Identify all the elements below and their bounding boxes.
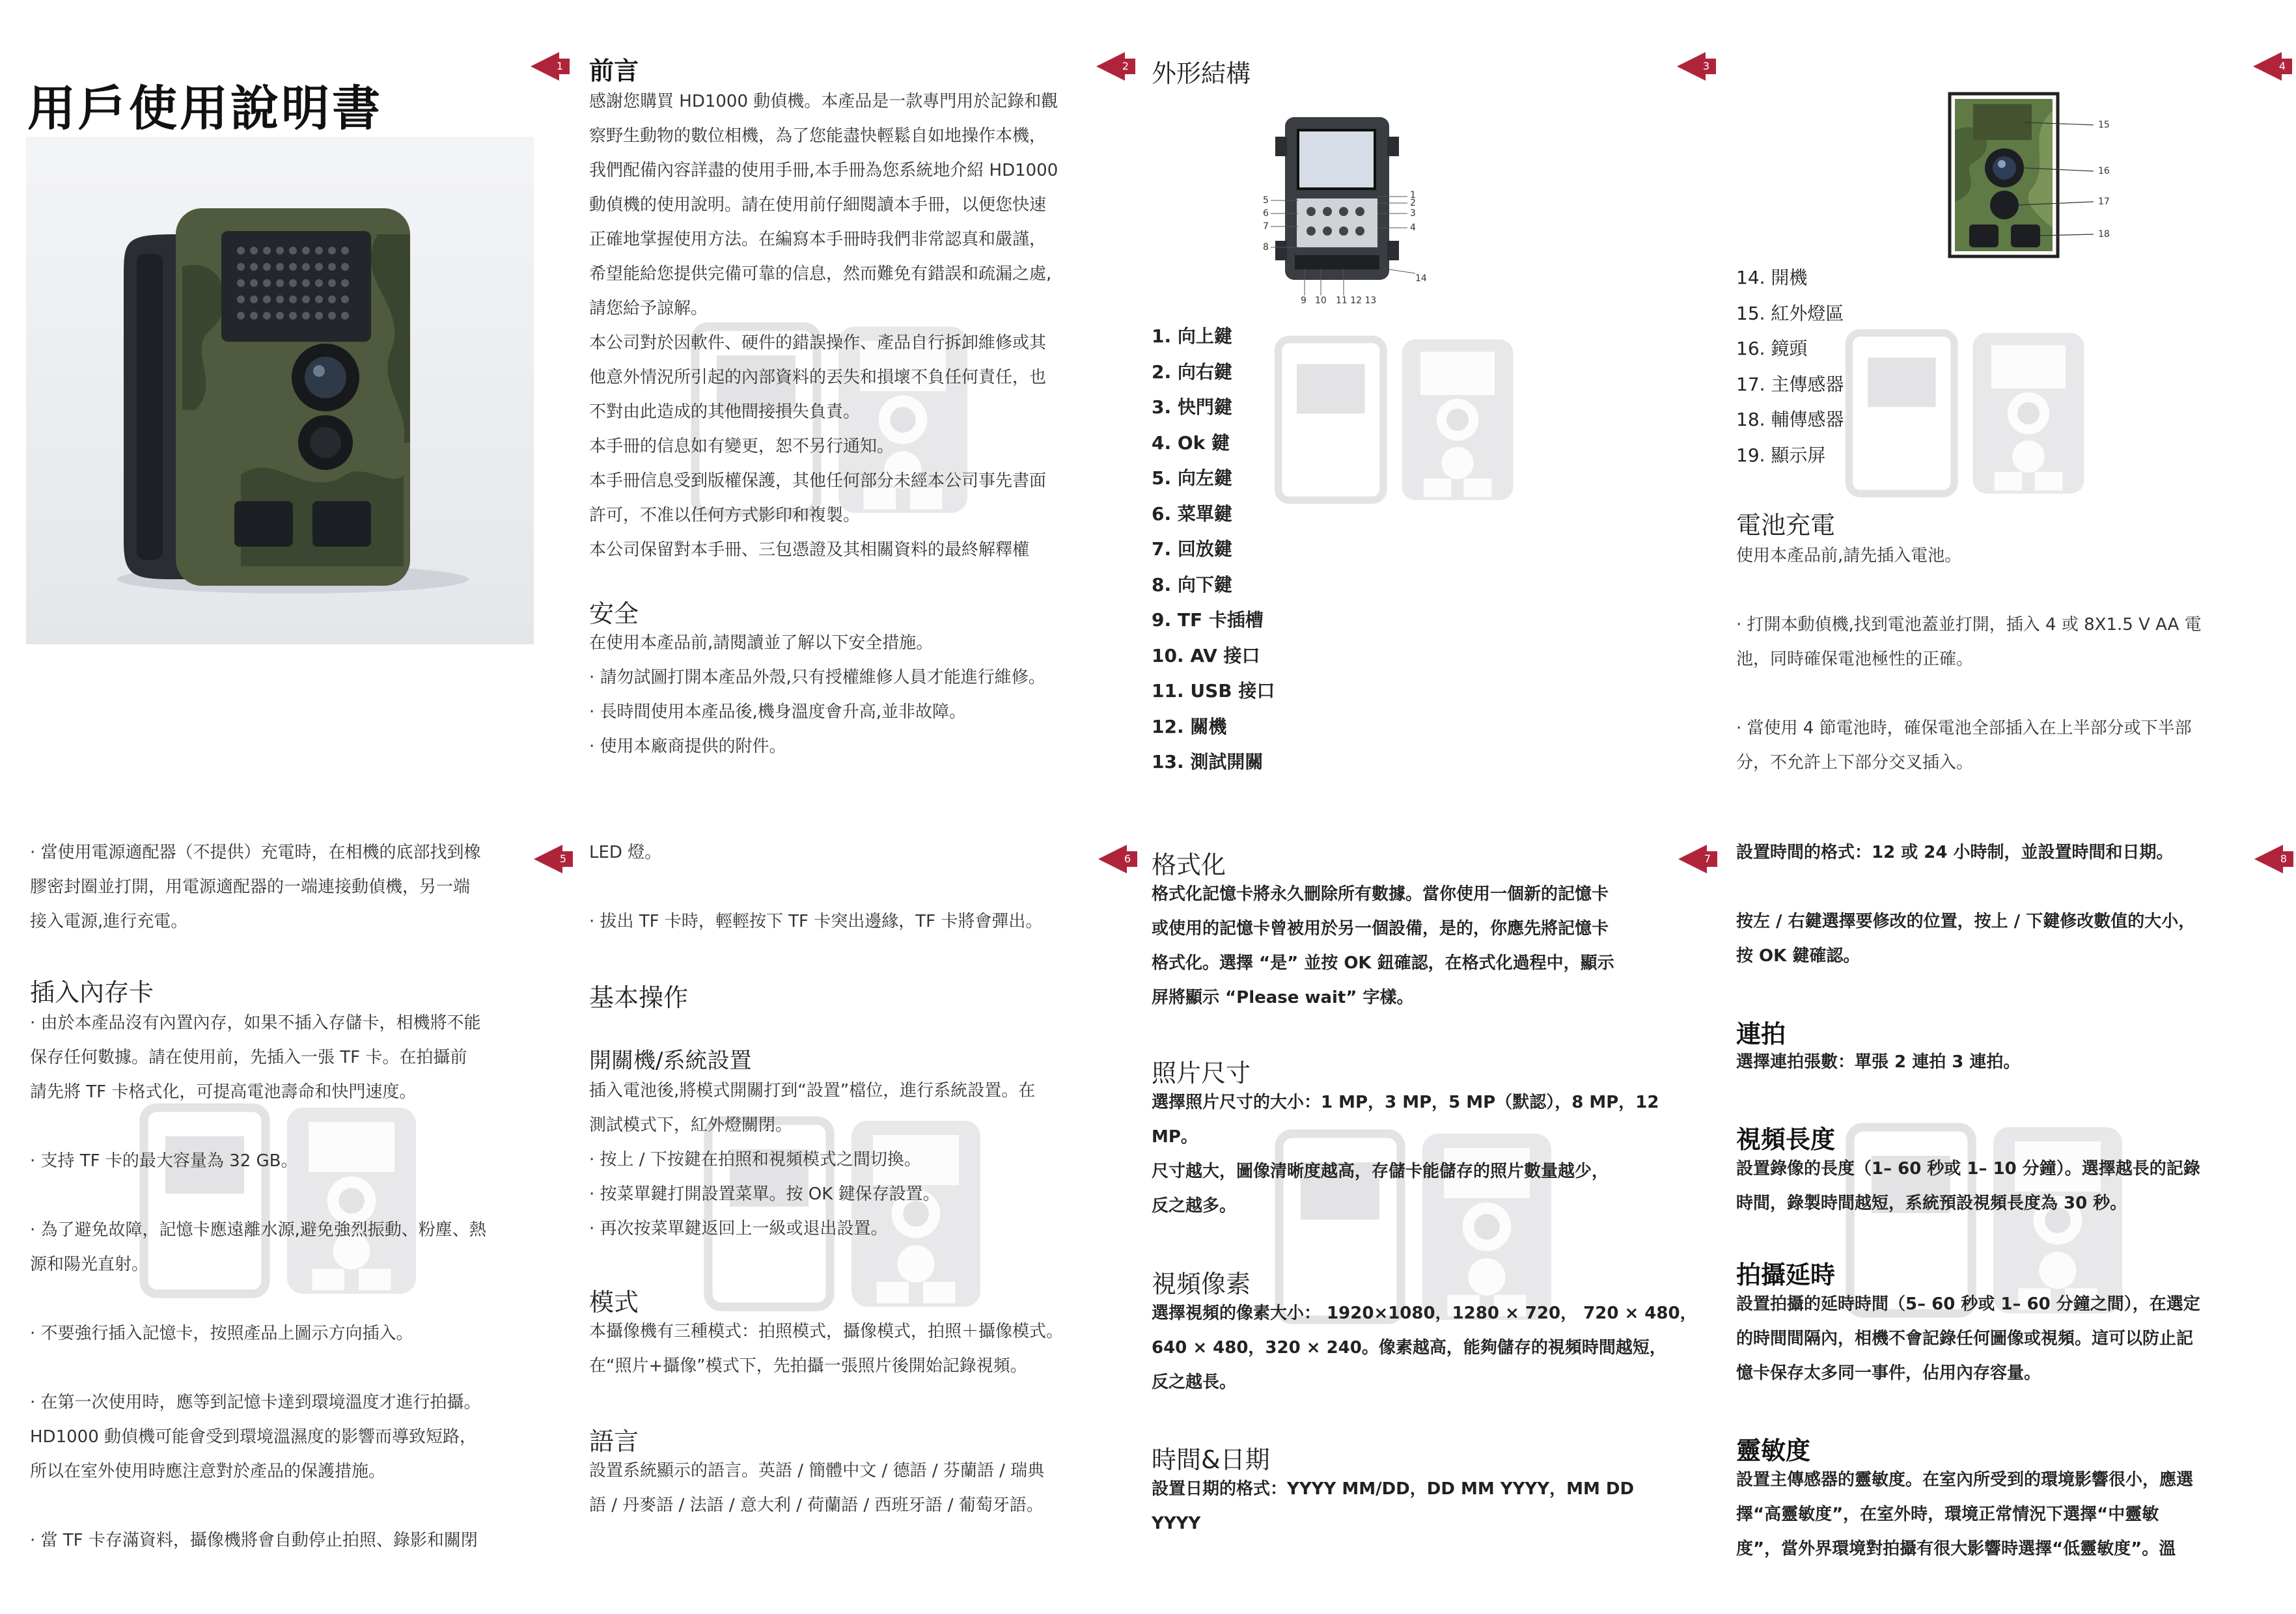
page-number-badge: 5 [534, 845, 575, 873]
page-number-badge: 8 [2254, 845, 2296, 873]
page-number-badge: 1 [531, 52, 572, 81]
section-heading-battery: 電池充電 [1736, 511, 1836, 540]
date-format-text: 設置日期的格式：YYYY MM/DD，DD MM YYYY，MM DD YYYY [1152, 1479, 1635, 1533]
page-number-badge: 7 [1678, 845, 1720, 873]
power-settings-text: 插入電池後,將模式開關打到“設置”檔位，進行系統設置。在 測試模式下，紅外燈關閉。 · 按上 / 下按鍵在拍照和視頻模式之間切換。 · 按菜單鍵打開設置菜單。按 OK 鍵保存設置。 · 再次按菜單鍵返回上一級或退出設置。 [589, 1081, 1036, 1238]
page-1 [0, 0, 571, 807]
section-heading-sensitivity: 靈敏度 [1736, 1436, 1811, 1465]
sensitivity-text: 設置主傳感器的靈敏度。在室內所受到的環境影響很小，應選 擇“高靈敏度”，在室外時，環境正常情況下選擇“中靈敏 度”，當外界環境對拍攝有很大影響時選擇“低靈敏度”。溫 [1736, 1470, 2194, 1559]
camera-structure-diagram: 5 6 7 8 1 2 3 4 9 10 11 12 13 14 [1259, 111, 1435, 306]
section-heading-memory-card: 插入內存卡 [30, 978, 154, 1007]
section-heading-date-time: 時間&日期 [1152, 1445, 1270, 1474]
section-heading-video-resolution: 視頻像素 [1152, 1270, 1251, 1298]
list-item: 3. 快門鍵 [1152, 396, 1232, 418]
list-item: 16. 鏡頭 [1736, 338, 1808, 359]
section-heading-burst: 連拍 [1736, 1020, 1786, 1048]
power-adapter-text: · 當使用電源適配器（不提供）充電時，在相機的底部找到橡 膠密封圈並打開，用電源適配器的一端連接動偵機，另一端 接入電源,進行充電。 [30, 843, 481, 931]
section-heading-language: 語言 [589, 1427, 639, 1456]
trail-camera-image [26, 137, 534, 644]
page-number-badge: 2 [1096, 52, 1138, 81]
list-item: 15. 紅外燈區 [1736, 302, 1844, 324]
section-heading-format: 格式化 [1152, 851, 1226, 879]
list-item: 9. TF 卡插槽 [1152, 609, 1264, 631]
manual-title: 用戶使用說明書 [27, 81, 383, 137]
section-heading-structure: 外形結構 [1152, 59, 1251, 88]
section-heading-basic-operation: 基本操作 [589, 983, 689, 1012]
list-item: 4. Ok 鍵 [1152, 431, 1230, 454]
format-text: 格式化記憶卡將永久刪除所有數據。當你使用一個新的記憶卡 或使用的記憶卡曾被用於另一個設備，是的，你應先將記憶卡 格式化。選擇 “是” 並按 OK 鈕確認，在格式化過程中，顯示 屏將顯示 “Please wait” 字樣。 [1152, 884, 1614, 1007]
list-item: 11. USB 接口 [1152, 680, 1275, 702]
camera-front-diagram: 15 16 17 18 [1947, 91, 2129, 260]
safety-text: 在使用本產品前,請閱讀並了解以下安全措施。 · 請勿試圖打開本產品外殼,只有授權維修人員才能進行維修。 · 長時間使用本產品後,機身溫度會升高,並非故障。 · 使用本廠商提供的附件。 [589, 633, 1045, 756]
language-text: 設置系統顯示的語言。英語 / 簡體中文 / 德語 / 芬蘭語 / 瑞典 語 / 丹麥語 / 法語 / 意大利 / 荷蘭語 / 西班牙語 / 葡萄牙語。 [589, 1461, 1045, 1515]
preface-text: 感謝您購買 HD1000 動偵機。本產品是一款專門用於記錄和觀 察野生動物的數位相機，為了您能盡快輕鬆自如地操作本機， 我們配備內容詳盡的使用手冊,本手冊為您系統地介紹 HD1000 動偵機的使用說明。請在使用前仔細閱讀本手冊，以便您快速 正確地掌握使用方法。在編寫本手冊時我們非常認真和嚴謹， 希望能給您提供完備可靠的信息，然而難免有錯誤和疏漏之處, 請您給予諒解。 本公司對於因軟件、硬件的錯誤操作、產品自行拆卸維修或其 他意外情況所引起的內部資料的丟失和損壞不負任何責任，也 不對由此造成的其他間接損失負責。 本手冊的信息如有變更，恕不另行通知。 本手冊信息受到版權保護，其他任何部分未經本公司事先書面 許可，不准以任何方式影印和複製。 本公司保留對本手冊、三包憑證及其相關資料的最終解釋權 [589, 92, 1058, 560]
memory-card-text: · 由於本產品沒有內置內存，如果不插入存儲卡，相機將不能 保存任何數據。請在使用前，先插入一張 TF 卡。在拍攝前 請先將 TF 卡格式化，可提高電池壽命和快門速度。 · 支持 TF 卡的最大容量為 32 GB。 · 為了避免故障，記憶卡應遠離水源,避免強烈振動、粉塵、熱 源和陽光直射。 · 不要強行插入記憶卡，按照產品上圖示方向插入。 · 在第一次使用時，應等到記憶卡達到環境溫度才進行拍攝。 HD1000 動偵機可能會受到環境溫濕度的影響而導致短路， 所以在室外使用時應注意對於產品的保護措施。 · 當 TF 卡存滿資料，攝像機將會自動停止拍照、錄影和關閉 [30, 1013, 486, 1550]
list-item: 8. 向下鍵 [1152, 573, 1232, 595]
page-2 [556, 0, 1142, 807]
list-item: 17. 主傳感器 [1736, 373, 1844, 395]
section-heading-preface: 前言 [589, 57, 639, 85]
section-heading-power-settings: 開關機/系統設置 [589, 1048, 752, 1074]
video-length-text: 設置錄像的長度（1– 60 秒或 1– 10 分鐘）。選擇越長的記錄 時間，錄製時間越短，系統預設視頻長度為 30 秒。 [1736, 1159, 2200, 1213]
camera-photo [26, 137, 534, 644]
battery-text: 使用本產品前,請先插入電池。 · 打開本動偵機,找到電池蓋並打開，插入 4 或 8X1.5 V AA 電 池，同時確保電池極性的正確。 · 當使用 4 節電池時，確保電池全部插入在上半部分或下半部 分，不允許上下部分交叉插入。 [1736, 546, 2202, 773]
section-heading-video-length: 視頻長度 [1736, 1125, 1836, 1154]
section-heading-mode: 模式 [589, 1288, 639, 1317]
list-item: 19. 顯示屏 [1736, 444, 1826, 466]
page-4 [1702, 0, 2286, 807]
section-heading-photo-size: 照片尺寸 [1152, 1059, 1251, 1087]
section-heading-safety: 安全 [589, 599, 639, 628]
photo-size-text: 選擇照片尺寸的大小：1 MP，3 MP，5 MP（默認），8 MP，12 MP。 尺寸越大，圖像清晰度越高，存儲卡能儲存的照片數量越少， 反之越多。 [1152, 1093, 1659, 1216]
burst-text: 選擇連拍張數：單張 2 連拍 3 連拍。 [1736, 1052, 2021, 1072]
list-item: 6. 菜單鍵 [1152, 502, 1232, 525]
list-item: 12. 關機 [1152, 715, 1227, 737]
page-7 [1142, 807, 1713, 1614]
camera-watermark [1272, 325, 1519, 514]
structure-parts-list [1152, 319, 1275, 780]
video-resolution-text: 選擇視頻的像素大小： 1920×1080，1280 × 720， 720 × 480， 640 × 480，320 × 240。像素越高，能夠儲存的視頻時間越短， 反之越長。 [1152, 1304, 1697, 1392]
list-item: 14. 開機 [1736, 267, 1808, 288]
page-number-badge: 4 [2253, 52, 2295, 81]
time-format-text: 設置時間的格式：12 或 24 小時制，並設置時間和日期。 按左 / 右鍵選擇要修改的位置，按上 / 下鍵修改數值的大小， 按 OK 鍵確認。 [1736, 843, 2196, 966]
list-item: 5. 向左鍵 [1152, 467, 1232, 489]
list-item: 2. 向右鍵 [1152, 361, 1232, 383]
shot-delay-text: 設置拍攝的延時時間（5– 60 秒或 1– 60 分鐘之間），在選定 的時間間隔內，相機不會記錄任何圖像或視頻。這可以防止記 憶卡保存太多同一事件，佔用內存容量。 [1736, 1294, 2200, 1383]
mode-text: 本攝像機有三種模式：拍照模式，攝像模式，拍照＋攝像模式。 在“照片+攝像”模式下，先拍攝一張照片後開始記錄視頻。 [589, 1322, 1064, 1376]
list-item: 1. 向上鍵 [1152, 325, 1232, 347]
section-heading-shot-delay: 拍攝延時 [1736, 1261, 1836, 1289]
page-number-badge: 3 [1677, 52, 1719, 81]
list-item: 13. 測試開關 [1152, 751, 1264, 773]
page-5 [0, 807, 571, 1614]
page-number-badge: 6 [1098, 845, 1140, 873]
structure-parts-list-continued [1736, 260, 1844, 473]
list-item: 10. AV 接口 [1152, 644, 1260, 666]
page-8 [1713, 807, 2288, 1614]
page-6 [571, 807, 1142, 1614]
page-3 [1122, 0, 1713, 807]
camera-watermark [1843, 319, 2090, 508]
list-item: 18. 輔傳感器 [1736, 409, 1844, 430]
list-item: 7. 回放鍵 [1152, 538, 1232, 560]
led-text: LED 燈。 · 拔出 TF 卡時，輕輕按下 TF 卡突出邊緣，TF 卡將會彈出。 [589, 843, 1043, 931]
